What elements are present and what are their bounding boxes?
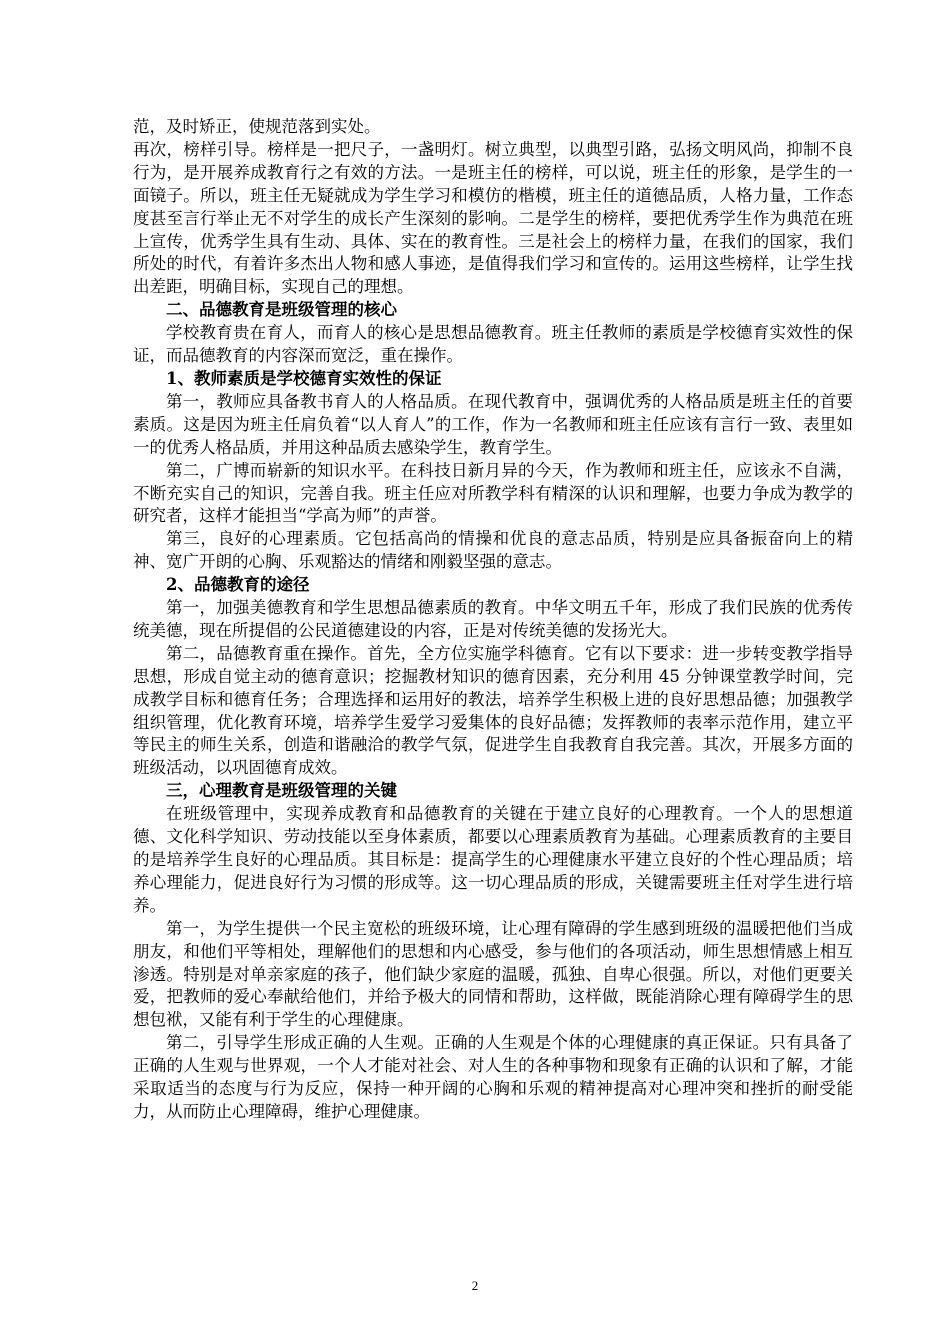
paragraph: 范，及时矫正，使规范落到实处。 — [133, 117, 381, 136]
paragraph: 学校教育贵在育人，而育人的核心是思想品德教育。班主任教师的素质是学校德育实效性的保证，而品德教育的内容深而宽泛，重在操作。 — [133, 323, 853, 366]
section-heading: 三，心理教育是班级管理的关键 — [166, 781, 397, 801]
paragraph: 第三，良好的心理素质。它包括高尚的情操和优良的意志品质，特别是应具备振奋向上的精神、宽广开朗的心胸、乐观豁达的情绪和刚毅坚强的意志。 — [133, 529, 853, 572]
paragraph: 再次，榜样引导。榜样是一把尺子，一盏明灯。树立典型，以典型引路，弘扬文明风尚，抑制不良行为，是开展养成教育行之有效的方法。一是班主任的榜样，可以说，班主任的形象，是学生的一面镜子。所以，班主任无疑就成为学生学习和模仿的楷模，班主任的道德品质，人格力量，工作态度甚至言行举止无不对学生的成长产生深刻的影响。二是学生的榜样，要把优秀学生作为典范在班上宣传，优秀学生具有生动、具体、实在的教育性。三是社会上的榜样力量，在我们的国家，我们所处的时代，有着许多杰出人物和感人事迹，是值得我们学习和宣传的。运用这些榜样，让学生找出差距，明确目标，实现自己的理想。 — [133, 139, 853, 297]
paragraph: 第一，为学生提供一个民主宽松的班级环境，让心理有障碍的学生感到班级的温暖把他们当成朋友，和他们平等相处，理解他们的思想和内心感受，参与他们的各项活动，师生思想情感上相互渗透。特别是对单亲家庭的孩子，他们缺少家庭的温暖，孤独、自卑心很强。所以，对他们更要关爱，把教师的爱心奉献给他们，并给予极大的同情和帮助，这样做，既能消除心理有障碍学生的思想包袱，又能有利于学生的心理健康。 — [133, 918, 853, 1030]
paragraph: 在班级管理中，实现养成教育和品德教育的关键在于建立良好的心理教育。一个人的思想道德、文化科学知识、劳动技能以至身体素质，都要以心理素质教育为基础。心理素质教育的主要目的是培养学生良好的心理品质。其目标是：提高学生的心理健康水平建立良好的个性心理品质；培养心理能力，促进良好行为习惯的形成等。这一切心理品质的形成，关键需要班主任对学生进行培养。 — [133, 804, 853, 915]
paragraph: 第一，教师应具备教书育人的人格品质。在现代教育中，强调优秀的人格品质是班主任的首要素质。这是因为班主任肩负着“以人育人”的工作，作为一名教师和班主任应该有言行一致、表里如一的优秀人格品质，并用这种品质去感染学生，教育学生。 — [133, 391, 853, 457]
page-number: 2 — [471, 1278, 479, 1293]
section-heading: 二、品德教育是班级管理的核心 — [166, 300, 397, 320]
document-body — [133, 116, 853, 1124]
subsection-heading: 2、品德教育的途径 — [166, 575, 310, 595]
paragraph: 第二，广博而崭新的知识水平。在科技日新月异的今天，作为教师和班主任，应该永不自满，不断充实自己的知识，完善自我。班主任应对所教学科有精深的认识和理解，也要力争成为教学的研究者，这样才能担当“学高为师”的声誉。 — [133, 460, 853, 526]
subsection-heading: 1、教师素质是学校德育实效性的保证 — [166, 368, 442, 388]
paragraph: 第一，加强美德教育和学生思想品德素质的教育。中华文明五千年，形成了我们民族的优秀传统美德，现在所提倡的公民道德建设的内容，正是对传统美德的发扬光大。 — [133, 598, 853, 640]
paragraph: 第二，品德教育重在操作。首先，全方位实施学科德育。它有以下要求：进一步转变教学指导思想，形成自觉主动的德育意识；挖掘教材知识的德育因素，充分利用 45 分钟课堂教学时间，完成教学目标和德育任务；合理选择和运用好的教法，培养学生积极上进的良好思想品德；加强教学组织管理，优化教育环境，培养学生爱学习爱集体的良好品德；发挥教师的表率示范作用，建立平等民主的师生关系，创造和谐融洽的教学气氛，促进学生自我教育自我完善。其次，开展多方面的班级活动，以巩固德育成效。 — [133, 643, 853, 778]
paragraph: 第二，引导学生形成正确的人生观。正确的人生观是个体的心理健康的真正保证。只有具备了正确的人生观与世界观，一个人才能对社会、对人生的各种事物和现象有正确的认识和了解，才能采取适当的态度与行为反应，保持一种开阔的心胸和乐观的精神提高对心理冲突和挫折的耐受能力，从而防止心理障碍，维护心理健康。 — [133, 1033, 853, 1121]
